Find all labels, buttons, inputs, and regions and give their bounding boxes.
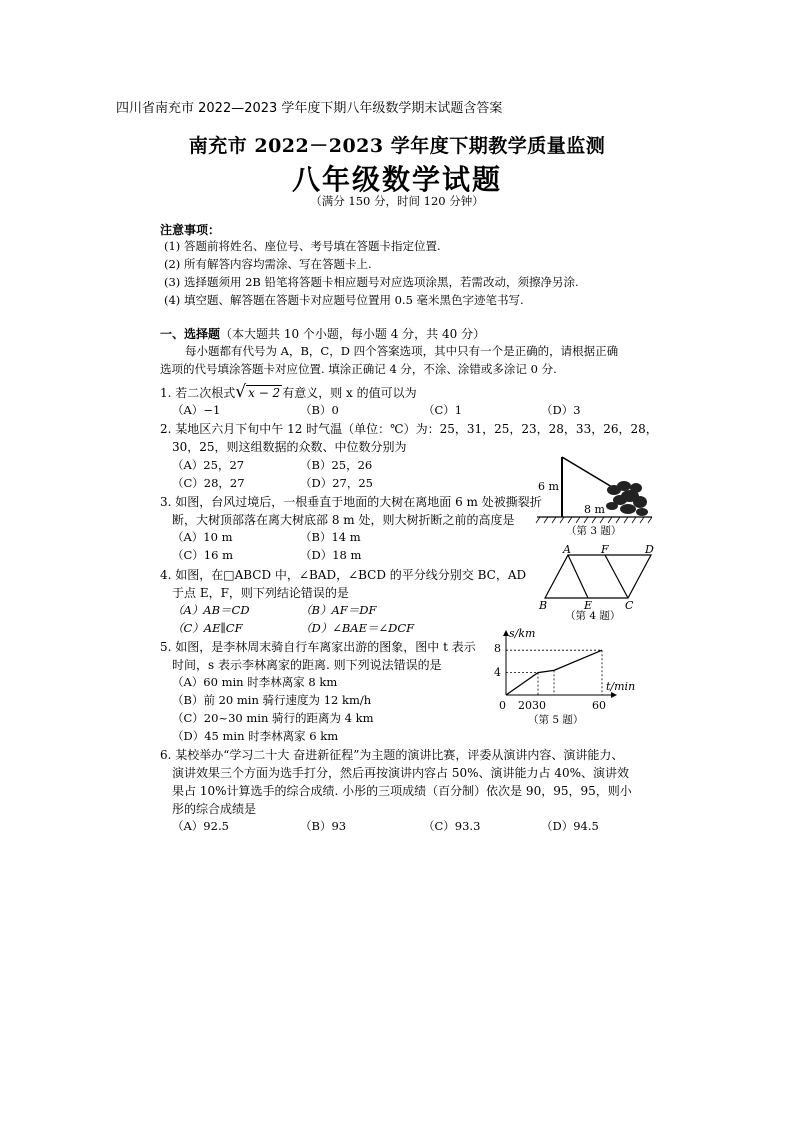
point-label-a: A	[563, 543, 571, 556]
label-8m: 8 m	[584, 503, 605, 516]
x-tick-20: 20	[518, 699, 532, 712]
label-6m: 6 m	[538, 480, 559, 493]
q6-stem: 果占 10%计算选手的综合成绩. 小彤的三项成绩（百分制）依次是 90，95，95，则小	[172, 784, 632, 798]
q6-stem: 6. 某校举办“学习二十大 奋进新征程”为主题的演讲比赛，评委从演讲内容、演讲能力、	[160, 748, 624, 762]
q4-option: （A）AB＝CD	[172, 603, 250, 617]
section-instruction: 每小题都有代号为 A，B，C，D 四个答案选项，其中只有一个是正确的，请根据正确	[185, 344, 619, 358]
q6-stem: 彤的综合成绩是	[172, 802, 257, 816]
q1-option: （D）3	[541, 403, 581, 417]
notice-item: (1) 答题前将姓名、座位号、考号填在答题卡指定位置.	[164, 239, 441, 253]
q3-caption: （第 3 题）	[566, 525, 622, 537]
q3-option: （B）14 m	[300, 530, 361, 544]
exam-duration-note: （满分 150 分，时间 120 分钟）	[310, 194, 484, 208]
q4-option: （B）AF＝DF	[300, 603, 377, 617]
section-desc: （本大题共 10 个小题，每小题 4 分，共 40 分）	[220, 327, 486, 341]
q3-stem: 3. 如图，台风过境后，一根垂直于地面的大树在离地面 6 m 处被撕裂折	[160, 495, 542, 509]
q1-option: （B）0	[300, 403, 339, 417]
y-tick-8: 8	[494, 642, 501, 655]
point-label-d: D	[645, 543, 654, 556]
x-tick-30: 30	[532, 699, 546, 712]
q6-option: （C）93.3	[423, 819, 481, 833]
q4-caption: （第 4 题）	[565, 610, 621, 622]
section-title: 一、选择题	[160, 327, 221, 341]
segment-ae	[568, 555, 588, 598]
q2-option: （B）25，26	[300, 458, 373, 472]
section-heading	[160, 325, 485, 342]
broken-top	[562, 457, 612, 487]
q1-option: （A）−1	[172, 403, 221, 417]
section-instruction: 选项的代号填涂答题卡对应位置. 填涂正确记 4 分，不涂、涂错或多涂记 0 分.	[160, 362, 557, 376]
notice-item: (2) 所有解答内容均需涂、写在答题卡上.	[164, 257, 372, 271]
q4-option: （D）∠BAE＝∠DCF	[300, 621, 415, 635]
notice-item: (4) 填空题、解答题在答题卡对应题号位置用 0.5 毫米黑色字迹笔书写.	[164, 293, 524, 307]
q4-stem: 4. 如图，在□ABCD 中，∠BAD，∠BCD 的平分线分别交 BC，AD	[160, 568, 527, 582]
q6-option: （D）94.5	[541, 819, 599, 833]
q2-option: （A）25，27	[172, 458, 245, 472]
q2-stem: 30，25，则这组数据的众数、中位数分别为	[172, 440, 407, 454]
q3-option: （C）16 m	[172, 548, 233, 562]
q5-stem: 时间，s 表示李林离家的距离. 则下列说法错误的是	[172, 658, 442, 672]
q5-option: （C）20~30 min 骑行的距离为 4 km	[172, 711, 374, 725]
point-label-c: C	[625, 599, 634, 612]
notice-heading: 注意事项：	[160, 223, 221, 237]
q1-stem-post: 有意义，则 x 的值可以为	[282, 386, 417, 400]
q2-option: （D）27，25	[300, 476, 373, 490]
q4-figure	[533, 543, 663, 623]
q6-stem: 演讲效果三个方面为选手打分，然后再按演讲内容占 50%、演讲能力占 40%、演讲效	[172, 766, 629, 780]
q3-figure	[532, 452, 657, 537]
exam-subtitle: 南充市 2022－2023 学年度下期教学质量监测	[188, 135, 606, 157]
q5-option: （D）45 min 时李林离家 6 km	[172, 729, 339, 743]
q1-option: （C）1	[423, 403, 463, 417]
point-label-b: B	[539, 599, 548, 612]
notice-item: (3) 选择题须用 2B 铅笔将答题卡相应题号对应选项涂黑，若需改动，须擦净另涂.	[164, 275, 579, 289]
document-header: 四川省南充市 2022—2023 学年度下期八年级数学期末试题含答案	[116, 101, 503, 116]
x-axis-label: t/min	[606, 680, 636, 693]
q3-stem: 断，大树顶部落在离大树底部 8 m 处，则大树折断之前的高度是	[172, 513, 515, 527]
ground-hatching	[536, 517, 652, 523]
guide-lines	[506, 650, 602, 695]
q5-caption: （第 5 题）	[528, 714, 584, 726]
q3-option: （D）18 m	[300, 548, 362, 562]
q5-option: （B）前 20 min 骑行速度为 12 km/h	[172, 693, 372, 707]
y-tick-4: 4	[494, 666, 501, 679]
q5-option: （A）60 min 时李林离家 8 km	[172, 675, 338, 689]
q1-radicand: x − 2	[248, 386, 281, 400]
question-1	[160, 382, 417, 402]
q4-option: （C）AE∥CF	[172, 621, 243, 635]
point-label-f: F	[601, 543, 609, 556]
q4-stem: 于点 E，F，则下列结论错误的是	[172, 586, 349, 600]
q5-graph	[492, 627, 642, 729]
q6-option: （B）93	[300, 819, 347, 833]
x-tick-0: 0	[499, 699, 506, 712]
q1-stem-pre: 1. 若二次根式	[160, 386, 236, 400]
q5-stem: 5. 如图，是李林周末骑自行车离家出游的图象，图中 t 表示	[160, 640, 476, 654]
q6-option: （A）92.5	[172, 819, 229, 833]
tree-crown	[606, 481, 648, 516]
exam-title: 八年级数学试题	[291, 163, 502, 196]
y-axis-label: s/km	[509, 627, 536, 640]
q3-option: （A）10 m	[172, 530, 233, 544]
parallelogram-abcd	[545, 555, 651, 598]
segment-fc	[605, 555, 628, 598]
sqrt-radical: √	[235, 382, 247, 402]
q2-stem: 2. 某地区六月下旬中午 12 时气温（单位：℃）为：25，31，25，23，28，33，26，28，	[160, 422, 658, 436]
point-label-e: E	[584, 599, 593, 612]
q2-option: （C）28，27	[172, 476, 245, 490]
x-tick-60: 60	[592, 699, 606, 712]
